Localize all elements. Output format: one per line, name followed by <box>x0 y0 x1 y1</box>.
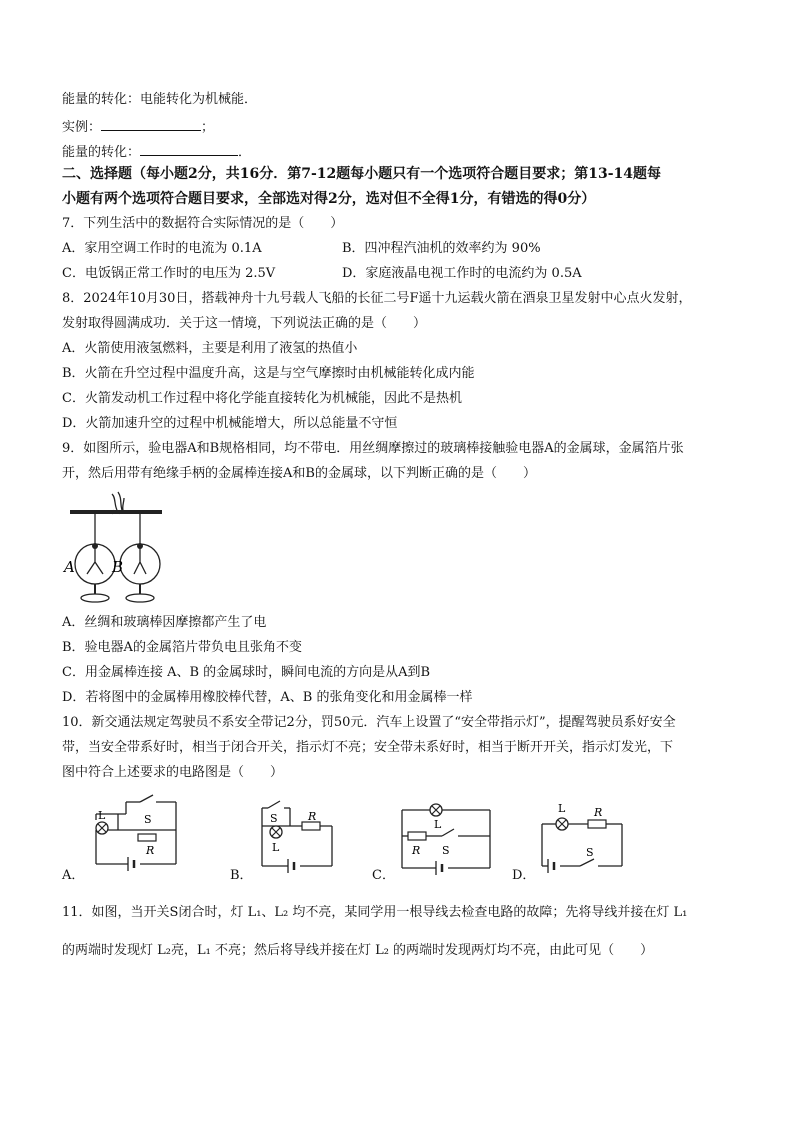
q9-option-b[interactable]: B．验电器A的金属箔片带负电且张角不变 <box>62 640 302 655</box>
energy-blank-line <box>62 143 251 161</box>
q10-option-c[interactable]: C． <box>372 868 395 883</box>
label-r: R <box>308 810 317 823</box>
label-l: L <box>98 809 106 822</box>
q7-stem: 7．下列生活中的数据符合实际情况的是（ ） <box>62 216 344 231</box>
label-s: S <box>270 812 278 825</box>
example-blank[interactable] <box>101 118 201 131</box>
q10-option-b[interactable]: B． <box>230 868 253 883</box>
example-line <box>62 118 214 136</box>
q9-stem-1: 9．如图所示，验电器A和B规格相同，均不带电．用丝绸摩擦过的玻璃棒接触验电器A的金属球，金属箔片张 <box>62 441 684 456</box>
q7-option-c[interactable]: C．电饭锅正常工作时的电压为 2.5V <box>62 266 276 281</box>
q7-option-a[interactable]: A．家用空调工作时的电流为 0.1A <box>62 241 262 256</box>
q8-option-a[interactable]: A．火箭使用液氢燃料，主要是利用了液氢的热值小 <box>62 341 358 356</box>
circuit-diagram-b[interactable] <box>252 796 342 876</box>
q7-option-b[interactable]: B．四冲程汽油机的效率约为 90% <box>342 241 541 256</box>
label-s: S <box>586 846 594 859</box>
fig-label-a: A <box>64 558 75 576</box>
q8-stem-1: 8．2024年10月30日，搭载神舟十九号载人飞船的长征二号F遥十九运载火箭在酒泉卫星发射中心点火发射， <box>62 291 692 306</box>
label-r: R <box>594 806 603 819</box>
example-end: ； <box>201 120 215 135</box>
q11-stem-2: 的两端时发现灯 L₂亮，L₁ 不亮；然后将导线并接在灯 L₂ 的两端时发现两灯均不亮，由此可见（ ） <box>62 943 654 958</box>
q8-option-c[interactable]: C．火箭发动机工作过程中将化学能直接转化为机械能，因此不是热机 <box>62 391 462 406</box>
hand-icon <box>112 492 124 510</box>
fig-label-b: B <box>112 558 124 576</box>
label-r: R <box>146 844 155 857</box>
electroscope-a <box>75 514 115 602</box>
label-l: L <box>558 802 566 815</box>
q8-option-b[interactable]: B．火箭在升空过程中温度升高，这是与空气摩擦时由机械能转化成内能 <box>62 366 475 381</box>
circuit-diagram-a[interactable] <box>88 792 188 874</box>
q7-option-d[interactable]: D．家庭液晶电视工作时的电流约为 0.5A <box>342 266 582 281</box>
q9-option-c[interactable]: C．用金属棒连接 A、B 的金属球时，瞬间电流的方向是从A到B <box>62 665 431 680</box>
label-l: L <box>434 818 442 831</box>
q9-stem-2: 开，然后用带有绝缘手柄的金属棒连接A和B的金属球，以下判断正确的是（ ） <box>62 466 536 481</box>
circuit-diagram-d[interactable] <box>536 800 630 876</box>
label-l: L <box>272 841 280 854</box>
energy-conversion-line: 能量的转化：电能转化为机械能． <box>62 92 258 107</box>
q10-stem-1: 10．新交通法规定驾驶员不系安全带记2分，罚50元．汽车上设置了“安全带指示灯”，提醒驾驶员系好安全 <box>62 715 676 730</box>
electroscope-b <box>120 514 160 602</box>
energy-label: 能量的转化： <box>62 145 141 160</box>
energy-end: ． <box>238 145 252 160</box>
q8-option-d[interactable]: D．火箭加速升空的过程中机械能增大，所以总能量不守恒 <box>62 416 398 431</box>
q8-stem-2: 发射取得圆满成功．关于这一情境，下列说法正确的是（ ） <box>62 316 427 331</box>
circuit-diagram-c[interactable] <box>396 796 496 880</box>
example-label: 实例： <box>62 120 102 135</box>
section2-heading-2: 小题有两个选项符合题目要求，全部选对得2分，选对但不全得1分，有错选的得0分） <box>62 191 596 207</box>
section2-heading-1: 二、选择题（每小题2分，共16分．第7-12题每小题只有一个选项符合题目要求；第13-14题每 <box>62 166 662 182</box>
q11-stem-1: 11．如图，当开关S闭合时，灯 L₁、L₂ 均不亮，某同学用一根导线去检查电路的故障；先将导线并接在灯 L₁ <box>62 905 688 920</box>
label-r: R <box>412 844 421 857</box>
label-s: S <box>442 844 450 857</box>
electroscope-figure <box>62 490 172 610</box>
label-s: S <box>144 813 152 826</box>
metal-rod <box>70 510 162 514</box>
q9-option-d[interactable]: D．若将图中的金属棒用橡胶棒代替，A、B 的张角变化和用金属棒一样 <box>62 690 473 705</box>
q9-option-a[interactable]: A．丝绸和玻璃棒因摩擦都产生了电 <box>62 615 267 630</box>
q10-stem-3: 图中符合上述要求的电路图是（ ） <box>62 765 284 780</box>
q10-option-a[interactable]: A． <box>62 868 85 883</box>
q10-stem-2: 带，当安全带系好时，相当于闭合开关，指示灯不亮；安全带未系好时，相当于断开开关，指示灯发光，下 <box>62 740 674 755</box>
energy-blank[interactable] <box>140 143 238 156</box>
q10-option-d[interactable]: D． <box>512 868 536 883</box>
